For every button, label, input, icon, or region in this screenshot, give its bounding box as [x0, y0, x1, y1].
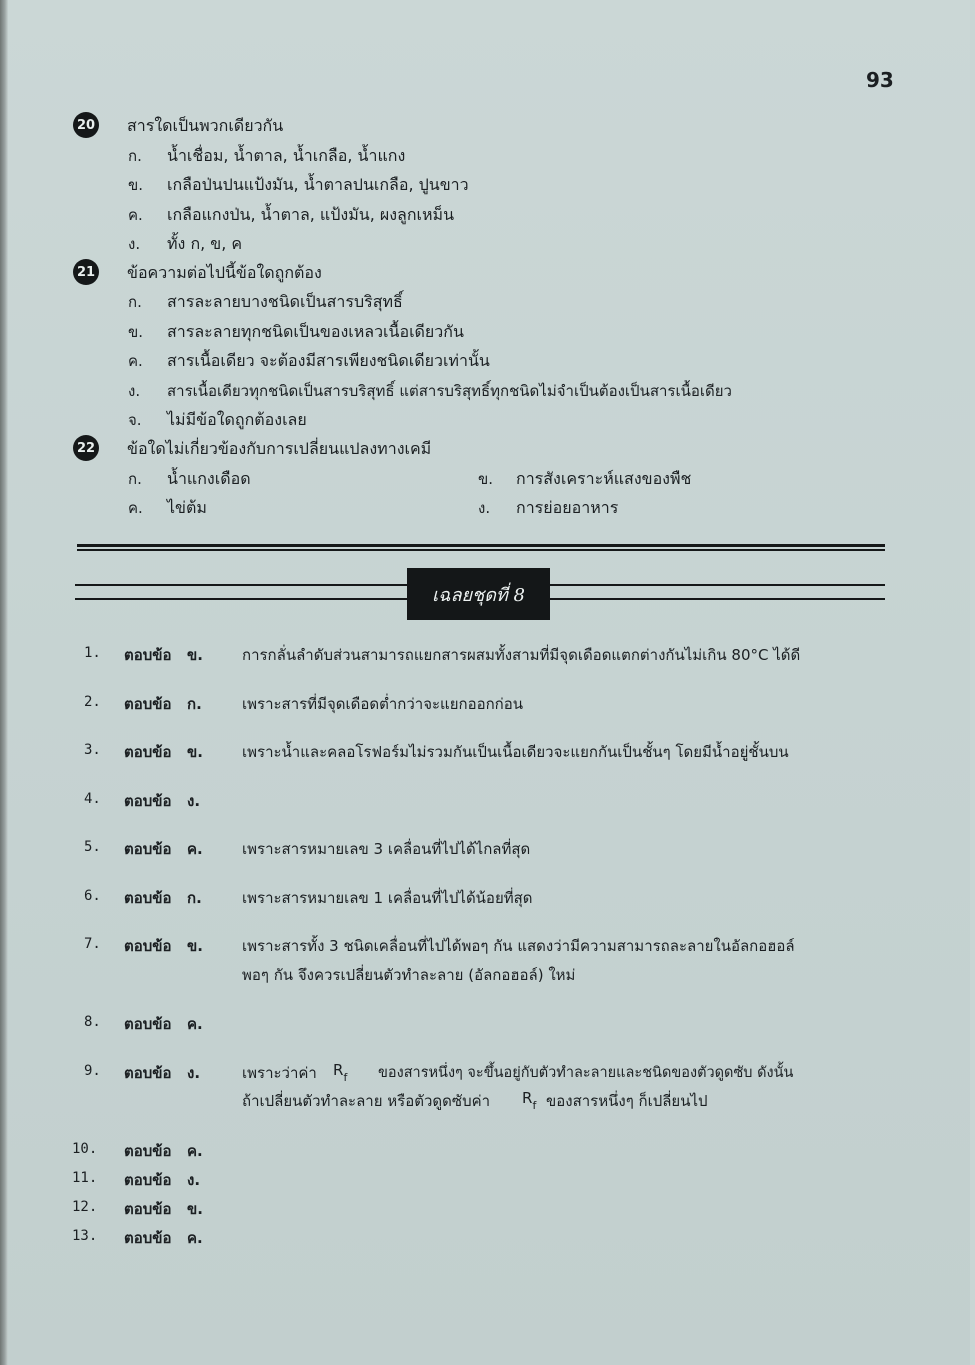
choice-label: ก. — [128, 147, 142, 165]
answer-explanation: เพราะสารหมายเลข 3 เคลื่อนที่ไปได้ไกลที่สุด — [242, 840, 531, 858]
answer-explanation: เพราะสารหมายเลข 1 เคลื่อนที่ไปได้น้อยที่สุด — [242, 889, 533, 907]
choice-label: ง. — [128, 235, 141, 253]
answer-explanation: เพราะสารที่มีจุดเดือดต่ำกว่าจะแยกออกก่อน — [242, 695, 524, 713]
question-text: สารใดเป็นพวกเดียวกัน — [127, 116, 284, 135]
answer-choice: ข. — [187, 937, 203, 955]
answer-choice: ง. — [187, 1064, 201, 1082]
answer-choice: ก. — [187, 889, 202, 907]
answer-number: 9. — [84, 1063, 101, 1079]
answer-choice: ข. — [187, 646, 203, 664]
choice-text: สารเนื้อเดียวทุกชนิดเป็นสารบริสุทธิ์ แต่สารบริสุทธิ์ทุกชนิดไม่จำเป็นต้องเป็นสารเนื้อเดียว — [167, 382, 732, 400]
rf-symbol: $R_f$ — [522, 1089, 537, 1112]
answer-choice: ข. — [187, 1200, 203, 1218]
answer-prefix: ตอบข้อ — [124, 1171, 172, 1189]
answer-prefix: ตอบข้อ — [124, 889, 172, 907]
answer-explanation: การกลั่นลำดับส่วนสามารถแยกสารผสมทั้งสามที่มีจุดเดือดแตกต่างกันไม่เกิน 80°C ได้ดี — [242, 646, 801, 664]
answer-choice: ก. — [187, 695, 202, 713]
question-number-badge: 20 — [73, 112, 99, 138]
answer-number: 11. — [72, 1170, 98, 1186]
answer-prefix: ตอบข้อ — [124, 1015, 172, 1033]
choice-label: ข. — [128, 323, 144, 341]
answer-number: 12. — [72, 1199, 98, 1215]
answer-choice: ค. — [187, 1015, 203, 1033]
answer-prefix: ตอบข้อ — [124, 792, 172, 810]
answer-number: 4. — [84, 791, 101, 807]
choice-label: ก. — [128, 293, 142, 311]
answer-explanation: เพราะว่าค่า — [242, 1064, 317, 1082]
answer-number: 7. — [84, 936, 101, 952]
answer-key-banner: เฉลยชุดที่ 8 — [407, 568, 550, 620]
answer-prefix: ตอบข้อ — [124, 1229, 172, 1247]
choice-label: ข. — [128, 176, 144, 194]
answer-prefix: ตอบข้อ — [124, 1200, 172, 1218]
choice-label: ค. — [128, 352, 143, 370]
book-spine-shadow — [0, 0, 8, 1365]
answer-prefix: ตอบข้อ — [124, 1142, 172, 1160]
answer-number: 5. — [84, 839, 101, 855]
answer-number: 6. — [84, 888, 101, 904]
choice-text: สารละลายบางชนิดเป็นสารบริสุทธิ์ — [167, 292, 403, 311]
choice-text: ไม่มีข้อใดถูกต้องเลย — [167, 410, 307, 429]
answer-choice: ง. — [187, 792, 201, 810]
choice-text: การย่อยอาหาร — [516, 498, 619, 517]
question-text: ข้อความต่อไปนี้ข้อใดถูกต้อง — [127, 263, 322, 282]
answer-prefix: ตอบข้อ — [124, 743, 172, 761]
choice-label: ค. — [128, 499, 143, 517]
choice-text: น้ำเชื่อม, น้ำตาล, น้ำเกลือ, น้ำแกง — [167, 146, 406, 165]
divider-rule — [77, 544, 885, 547]
answer-number: 3. — [84, 742, 101, 758]
answer-choice: ง. — [187, 1171, 201, 1189]
choice-text: ไข่ต้ม — [167, 498, 207, 517]
answer-prefix: ตอบข้อ — [124, 937, 172, 955]
question-number-badge: 22 — [73, 435, 99, 461]
choice-text: เกลือแกงป่น, น้ำตาล, แป้งมัน, ผงลูกเหม็น — [167, 205, 455, 224]
answer-number: 8. — [84, 1014, 101, 1030]
answer-prefix: ตอบข้อ — [124, 840, 172, 858]
divider-rule — [77, 549, 885, 551]
answer-explanation: พอๆ กัน จึงควรเปลี่ยนตัวทำละลาย (อัลกอฮอล์) ใหม่ — [242, 966, 576, 984]
choice-label: ค. — [128, 206, 143, 224]
answer-choice: ข. — [187, 743, 203, 761]
answer-number: 13. — [72, 1228, 98, 1244]
rf-symbol: $R_f$ — [333, 1061, 348, 1084]
choice-text: ทั้ง ก, ข, ค — [167, 234, 243, 253]
choice-label: จ. — [128, 411, 142, 429]
choice-label: ง. — [128, 382, 141, 400]
answer-number: 2. — [84, 694, 101, 710]
page-number: 93 — [866, 68, 894, 92]
question-number-badge: 21 — [73, 259, 99, 285]
answer-explanation: ของสารหนึ่งๆ ก็เปลี่ยนไป — [546, 1092, 708, 1110]
answer-explanation: เพราะน้ำและคลอโรฟอร์มไม่รวมกันเป็นเนื้อเดียวจะแยกกันเป็นชั้นๆ โดยมีน้ำอยู่ชั้นบน — [242, 743, 789, 761]
answer-explanation: ถ้าเปลี่ยนตัวทำละลาย หรือตัวดูดซับค่า — [242, 1092, 491, 1110]
answer-choice: ค. — [187, 1229, 203, 1247]
answer-prefix: ตอบข้อ — [124, 646, 172, 664]
choice-text: น้ำแกงเดือด — [167, 469, 251, 488]
answer-choice: ค. — [187, 840, 203, 858]
answer-choice: ค. — [187, 1142, 203, 1160]
choice-text: การสังเคราะห์แสงของพืช — [516, 469, 692, 488]
answer-explanation: ของสารหนึ่งๆ จะขึ้นอยู่กับตัวทำละลายและชนิดของตัวดูดซับ ดังนั้น — [378, 1065, 794, 1081]
question-text: ข้อใดไม่เกี่ยวข้องกับการเปลี่ยนแปลงทางเคมี — [127, 439, 432, 458]
choice-label: ก. — [128, 470, 142, 488]
answer-explanation: เพราะสารทั้ง 3 ชนิดเคลื่อนที่ไปได้พอๆ กัน แสดงว่ามีความสามารถละลายในอัลกอฮอล์ — [242, 937, 795, 955]
choice-label: ง. — [478, 499, 491, 517]
answer-number: 1. — [84, 645, 101, 661]
choice-label: ข. — [478, 470, 494, 488]
answer-number: 10. — [72, 1141, 98, 1157]
choice-text: สารเนื้อเดียว จะต้องมีสารเพียงชนิดเดียวเท่านั้น — [167, 351, 490, 370]
answer-prefix: ตอบข้อ — [124, 1064, 172, 1082]
choice-text: สารละลายทุกชนิดเป็นของเหลวเนื้อเดียวกัน — [167, 322, 464, 341]
answer-prefix: ตอบข้อ — [124, 695, 172, 713]
choice-text: เกลือป่นปนแป้งมัน, น้ำตาลปนเกลือ, ปูนขาว — [167, 175, 469, 194]
